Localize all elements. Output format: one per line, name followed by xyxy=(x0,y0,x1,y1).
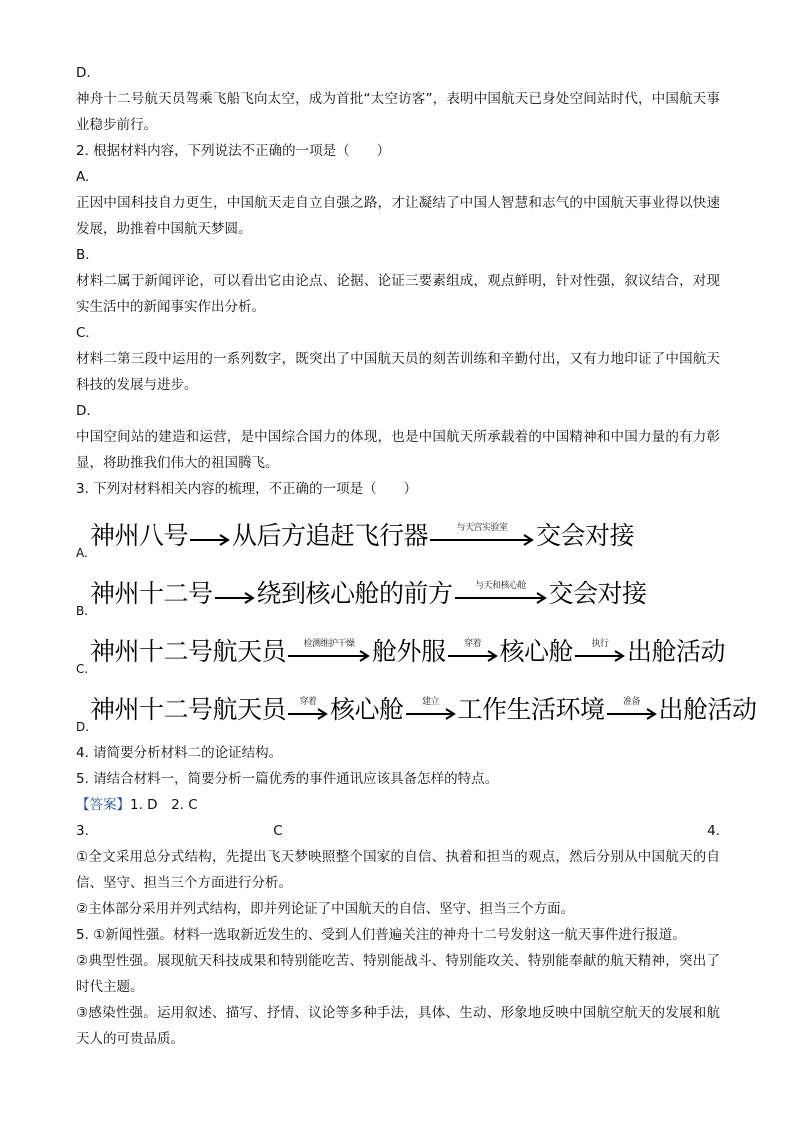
arrow-icon xyxy=(448,650,498,662)
flow-arrow xyxy=(575,639,625,662)
option-label: C. xyxy=(76,662,89,676)
q4-stem: 4. 请简要分析材料二的论证结构。 xyxy=(76,745,283,761)
option-label: B. xyxy=(76,247,90,263)
q1-option-d-label: D. xyxy=(76,65,91,81)
arrow-icon xyxy=(215,592,255,604)
document-page xyxy=(76,60,757,1052)
arrow-icon xyxy=(406,708,456,720)
arrow-label: 与天和核心舱 xyxy=(475,580,527,591)
flow-arrow xyxy=(607,697,657,720)
answer-row-3-4 xyxy=(76,818,720,844)
option-text: 正因中国科技自力更生，中国航天走自立自强之路，才让凝结了中国人智慧和志气的中国航天事业得以快速发展，助推着中国航天梦圆。 xyxy=(76,195,720,237)
flow-arrow xyxy=(288,639,370,662)
q1-option-d-text: 神舟十二号航天员驾乘飞船飞向太空，成为首批“太空访客”，表明中国航天已身处空间站时代，中国航天事业稳步前行。 xyxy=(76,91,720,133)
flow-step: 出舱活动 xyxy=(627,637,726,666)
arrow-label: 建立 xyxy=(422,696,440,707)
arrow-label: 穿着 xyxy=(464,638,482,649)
q3-option-a xyxy=(76,508,720,566)
option-label: A. xyxy=(76,546,88,560)
flow-diagram xyxy=(90,514,634,554)
option-text: 中国空间站的建造和运营，是中国综合国力的体现，也是中国航天所承载着的中国精神和中国力量的有力彰显，将助推我们伟大的祖国腾飞。 xyxy=(76,429,720,471)
arrow-icon xyxy=(190,534,230,546)
flow-step: 交会对接 xyxy=(536,521,635,550)
answer-key-label: 【答案】 xyxy=(76,797,130,813)
flow-step: 神州十二号航天员 xyxy=(90,637,287,666)
answer-values: 1. D 2. C xyxy=(130,797,198,813)
flow-step: 神州十二号 xyxy=(90,579,213,608)
arrow-icon xyxy=(288,650,370,662)
answer-q4-point: ①全文采用总分式结构，先提出飞天梦映照整个国家的自信、执着和担当的观点，然后分别从中国航天的自信、坚守、担当三个方面进行分析。 xyxy=(76,849,720,891)
arrow-label: 穿着 xyxy=(299,696,317,707)
flow-arrow xyxy=(215,581,255,604)
flow-step: 从后方追赶飞行器 xyxy=(232,521,429,550)
answer-q4-point: ②主体部分采用并列式结构，即并列论证了中国航天的自信、坚守、担当三个方面。 xyxy=(76,901,575,917)
option-text: 材料二第三段中运用的一系列数字，既突出了中国航天员的刻苦训练和辛勤付出，又有力地印证了中国航天科技的发展与进步。 xyxy=(76,351,720,393)
q2-option-a xyxy=(76,164,720,242)
flow-step: 交会对接 xyxy=(548,579,647,608)
flow-step: 核心舱 xyxy=(330,695,404,724)
q3-option-b xyxy=(76,566,720,624)
arrow-label: 检测维护干燥 xyxy=(303,638,355,649)
answer-q3-value: C xyxy=(273,823,283,839)
flow-diagram xyxy=(90,572,647,612)
option-label: D. xyxy=(76,720,90,734)
flow-step: 舱外服 xyxy=(372,637,446,666)
q2-option-d xyxy=(76,398,720,476)
option-text: 材料二属于新闻评论，可以看出它由论点、论据、论证三要素组成，观点鲜明，针对性强，叙议结合，对现实生活中的新闻事实作出分析。 xyxy=(76,273,720,315)
flow-step: 神州八号 xyxy=(90,521,189,550)
answer-line xyxy=(76,792,720,818)
option-label: B. xyxy=(76,604,89,618)
flow-arrow xyxy=(288,697,328,720)
q5-stem: 5. 请结合材料一，简要分析一篇优秀的事件通讯应该具备怎样的特点。 xyxy=(76,771,499,787)
arrow-icon xyxy=(288,708,328,720)
arrow-icon xyxy=(430,534,534,546)
flow-diagram xyxy=(90,630,725,670)
option-label: D. xyxy=(76,403,91,419)
flow-diagram xyxy=(90,688,757,728)
flow-step: 绕到核心舱的前方 xyxy=(256,579,453,608)
flow-step: 神州十二号航天员 xyxy=(90,695,287,724)
flow-step: 工作生活环境 xyxy=(457,695,605,724)
flow-step: 出舱活动 xyxy=(658,695,757,724)
q3-option-d xyxy=(76,682,757,740)
answer-q5-point: ③感染性强。运用叙述、描写、抒情、议论等多种手法，具体、生动、形象地反映中国航空航天的发展和航天人的可贵品质。 xyxy=(76,1005,720,1047)
flow-arrow xyxy=(430,523,534,546)
q2-option-c xyxy=(76,320,720,398)
q3-stem: 3. 下列对材料相关内容的梳理，不正确的一项是（ ） xyxy=(76,481,418,497)
q3-option-c xyxy=(76,624,726,682)
q2-stem: 2. 根据材料内容，下列说法不正确的一项是（ ） xyxy=(76,143,391,159)
arrow-icon xyxy=(455,592,547,604)
arrow-icon xyxy=(575,650,625,662)
answer-q4-number: 4. xyxy=(707,823,720,839)
arrow-label: 执行 xyxy=(591,638,609,649)
option-label: A. xyxy=(76,169,90,185)
option-label: C. xyxy=(76,325,90,341)
flow-arrow xyxy=(448,639,498,662)
arrow-label: 准备 xyxy=(623,696,641,707)
answer-q5-point: 5. ①新闻性强。材料一选取新近发生的、受到人们普遍关注的神舟十二号发射这一航天事件进行报道。 xyxy=(76,927,686,943)
flow-step: 核心舱 xyxy=(499,637,574,666)
flow-arrow xyxy=(455,581,547,604)
flow-arrow xyxy=(190,523,230,546)
answer-q5-point: ②典型性强。展现航天科技成果和特别能吃苦、特别能战斗、特别能攻关、特别能奉献的航天精神，突出了时代主题。 xyxy=(76,953,720,995)
answer-q3-number: 3. xyxy=(76,823,89,839)
arrow-label: 与天宫实验室 xyxy=(456,522,508,533)
flow-arrow xyxy=(406,697,456,720)
arrow-icon xyxy=(607,708,657,720)
q2-option-b xyxy=(76,242,720,320)
